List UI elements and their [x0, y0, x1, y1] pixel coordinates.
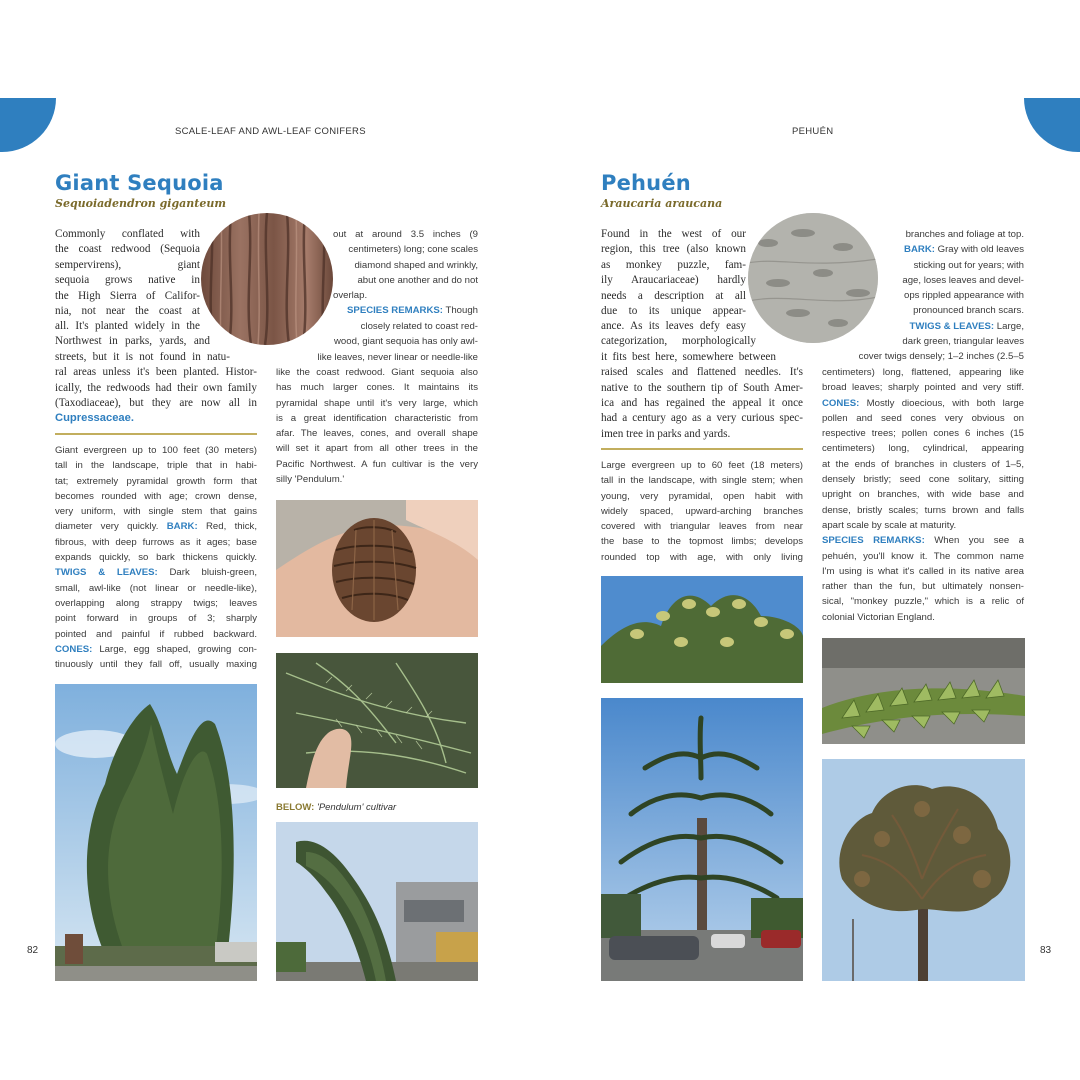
remarks-text-block	[276, 365, 478, 487]
remarks-text: Though	[442, 305, 478, 317]
intro-line: ral areas unless it's been planted. Histor-	[55, 366, 257, 379]
cones-text: Large, egg shaped, growing con-	[92, 643, 257, 655]
bark-label: BARK:	[166, 521, 198, 533]
remarks-label: SPECIES REMARKS:	[347, 305, 443, 317]
remarks-line: has much larger cones. It maintains its	[276, 382, 478, 394]
remarks-line: pehuén, you'll know it. The common name	[822, 550, 1024, 562]
remarks-line: closely related to coast red-	[360, 321, 478, 332]
twigs-line: cover twigs densely; 1–2 inches (2.5–5	[858, 351, 1024, 363]
intro-line: sempervirens), giant	[55, 258, 200, 271]
twigs-line: overlapping along strappy twigs; leaves	[55, 597, 257, 609]
remarks-line: like the coast redwood. Giant sequoia also	[276, 367, 478, 378]
caption-label: BELOW:	[276, 802, 315, 813]
remarks-line: colonial Victorian England.	[822, 611, 935, 623]
pehuen-mature-tree-photo	[822, 759, 1025, 981]
remarks-line: silly 'Pendulum.'	[276, 474, 345, 486]
description-column-2-top	[878, 227, 1024, 334]
photo-caption	[276, 802, 396, 813]
twigs-curve	[822, 334, 1024, 365]
bark-line: sticking out for years; with	[913, 259, 1024, 271]
remarks-line: will set it apart from all other trees in the	[276, 443, 478, 455]
desc-line: tall in the landscape, triple that in habi-	[55, 460, 257, 472]
twigs-line: point forward in groups of 3; sharply	[55, 613, 257, 625]
pehuen-branch-tips-photo	[601, 576, 803, 683]
bark-line: ops rippled appearance with	[903, 290, 1024, 302]
twigs-text: Large,	[994, 320, 1024, 332]
cones-line: abut one another and do not	[357, 274, 478, 286]
intro-line: streets, but it is not found in natu-	[55, 350, 230, 363]
intro-line: raised scales and flattened needles. It's	[601, 366, 803, 379]
page-number-left: 82	[27, 945, 39, 956]
intro-line: (Taxodiaceae), but they are now all in	[55, 397, 257, 410]
cones-line: apart scale by scale at maturity.	[822, 519, 957, 531]
twigs-line: centimeters) long, flattened, appearing like	[822, 367, 1024, 378]
cones-line: densely bristly; seed cone solitary, sitting	[822, 474, 1024, 486]
desc-line: widely spaced, upward-arching branches	[601, 505, 803, 517]
caption-text: 'Pendulum' cultivar	[317, 802, 397, 813]
cones-line: out at around 3.5 inches (9	[333, 229, 478, 240]
intro-line: needs a description at all	[601, 289, 746, 302]
intro-text-wide	[55, 319, 257, 427]
desc-line: young, very pyramidal, open habit with	[601, 490, 803, 502]
intro-line: Commonly conflated with	[55, 228, 200, 240]
section-rule	[55, 433, 257, 435]
desc-line: tall in the landscape, with single stem; when	[601, 475, 803, 487]
bark-line: age, loses leaves and devel-	[902, 274, 1024, 286]
bark-text: Red, thick,	[197, 521, 257, 533]
cones-line: respective trees; pollen cones 6 inches (15	[822, 428, 1024, 440]
bark-text: Gray with old leaves	[934, 244, 1024, 256]
desc-line: rounded top with age, with only living	[601, 551, 803, 563]
remarks-curve	[276, 319, 478, 365]
intro-line: ically, the redwoods had their own family	[55, 381, 257, 394]
running-head-right: PEHUÉN	[792, 126, 834, 137]
intro-line: it fits best here, somewhere between	[601, 350, 776, 363]
cones-line: tinuously until they fall off, usually maxing	[55, 659, 257, 671]
intro-line: native to the southern tip of South Amer-	[601, 381, 803, 394]
cones-label: CONES:	[55, 643, 93, 655]
twigs-line: dark green, triangular leaves	[902, 336, 1024, 347]
remarks-line: sical, "monkey puzzle," which is a relic of	[822, 596, 1024, 608]
remarks-line: rather than the fun, but ultimately nonsen-	[822, 581, 1024, 593]
twigs-line: broad leaves; sharply pointed and very stiff.	[822, 382, 1024, 394]
remarks-line: Pacific Northwest. A fun cultivar is the very	[276, 458, 478, 470]
cones-line: centimeters) long, cylindrical, appearing	[822, 443, 1024, 455]
intro-line: nia, not near the coast at	[55, 305, 200, 318]
twigs-label: TWIGS & LEAVES:	[909, 320, 995, 332]
bark-label: BARK:	[904, 244, 935, 256]
intro-line: ance. As its leaves defy easy	[601, 320, 746, 332]
twigs-line: small, awl-like (not linear or needle-like),	[55, 582, 257, 594]
intro-line: region, this tree (also known	[601, 243, 746, 256]
intro-text-narrow	[55, 227, 200, 319]
intro-line: imen tree in parks and yards.	[601, 427, 731, 440]
intro-line: Found in the west of our	[601, 228, 746, 240]
bark-line: expands quickly, so bark thickens quickly.	[55, 552, 257, 564]
desc-line: Large evergreen up to 60 feet (18 meters)	[601, 460, 803, 471]
cones-line: overlap.	[333, 290, 368, 302]
cones-line: diamond shaped and wrinkly,	[354, 259, 478, 271]
desc-line: very uniform, with single stem that gains	[55, 506, 257, 518]
desc-line: covered with triangular leaves from near	[601, 521, 803, 533]
family-name: Cupressaceae.	[55, 412, 134, 425]
description-column-2	[822, 365, 1024, 625]
intro-line: all. It's planted widely in the	[55, 320, 200, 332]
bark-line: fibrous, with deep furrows as it ages; base	[55, 536, 257, 548]
cones-line: upright on branches, with wide base and	[822, 489, 1024, 501]
pendulum-cultivar-photo	[276, 822, 478, 981]
pehuen-leaves-closeup-photo	[822, 638, 1025, 744]
corner-tab-right	[1024, 98, 1080, 152]
corner-tab-left	[0, 98, 56, 152]
desc-line: diameter very quickly.	[55, 521, 159, 533]
remarks-line: afar. The leaves, cones, and overall shape	[276, 428, 478, 440]
intro-line: ily Araucariaceae) hardly	[601, 274, 746, 287]
desc-line: branches and foliage at top.	[905, 229, 1024, 240]
intro-text-wide	[601, 319, 803, 442]
giant-sequoia-tree-photo	[55, 684, 257, 981]
description-column-2-top	[333, 227, 478, 319]
intro-line: sequoia grows native in	[55, 274, 200, 287]
cones-line: dense, bristly scales; turns brown and falls	[822, 504, 1024, 516]
intro-line: the High Sierra of Califor-	[55, 289, 200, 302]
latin-name: Araucaria araucana	[601, 197, 723, 210]
intro-line: ica and has regained the appeal it once	[601, 397, 803, 410]
bark-line: pronounced branch scars.	[913, 305, 1024, 317]
species-title: Giant Sequoia	[55, 171, 224, 195]
description-column-1	[55, 443, 257, 672]
intro-line: as monkey puzzle, fam-	[601, 258, 746, 271]
sequoia-cone-in-hand-photo	[276, 500, 478, 637]
intro-line: due to its unique appear-	[601, 305, 746, 318]
page-number-right: 83	[1040, 945, 1052, 956]
desc-line: Giant evergreen up to 100 feet (30 meters)	[55, 445, 257, 456]
remarks-label: SPECIES REMARKS:	[822, 535, 925, 547]
species-title: Pehuén	[601, 171, 691, 195]
twigs-text: Dark bluish-green,	[157, 567, 257, 579]
remarks-line: is a great identification characteristic from	[276, 412, 478, 424]
cones-line: centimeters) long; cone scales	[348, 244, 478, 256]
desc-line: becomes rounded with age; crown dense,	[55, 490, 257, 502]
cones-line: pollen and seed cones very obvious on	[822, 412, 1024, 424]
sequoia-foliage-photo	[276, 653, 478, 788]
twigs-line: pointed and painful if rubbed backward.	[55, 628, 257, 640]
desc-line: tat; extremely pyramidal growth form that	[55, 475, 257, 487]
remarks-line: wood, giant sequoia has only awl-	[334, 336, 478, 348]
section-rule	[601, 448, 803, 450]
intro-line: had a century ago as a very curious spec-	[601, 412, 803, 425]
cones-text: Mostly dioecious, with both large	[859, 397, 1024, 409]
remarks-line: I'm using is what it's called in its native area	[822, 565, 1024, 577]
description-column-1	[601, 458, 803, 565]
intro-line: Northwest in parks, yards, and	[55, 335, 210, 348]
running-head-left: SCALE-LEAF AND AWL-LEAF CONIFERS	[175, 126, 366, 137]
remarks-text: When you see a	[924, 535, 1024, 547]
intro-line: categorization, morphologically	[601, 335, 756, 348]
intro-text-narrow	[601, 227, 746, 319]
cones-label: CONES:	[822, 397, 860, 409]
remarks-line: pyramidal shape until it's very large, which	[276, 397, 478, 409]
remarks-line: like leaves, never linear or needle-like	[317, 351, 478, 363]
pehuen-tree-photo	[601, 698, 803, 981]
latin-name: Sequoiadendron giganteum	[55, 197, 227, 210]
desc-line: the base to the topmost limbs; develops	[601, 536, 803, 548]
cones-line: at the ends of branches in clusters of 1–5,	[822, 458, 1024, 470]
intro-line: the coast redwood (Sequoia	[55, 243, 200, 256]
twigs-label: TWIGS & LEAVES:	[55, 567, 158, 579]
